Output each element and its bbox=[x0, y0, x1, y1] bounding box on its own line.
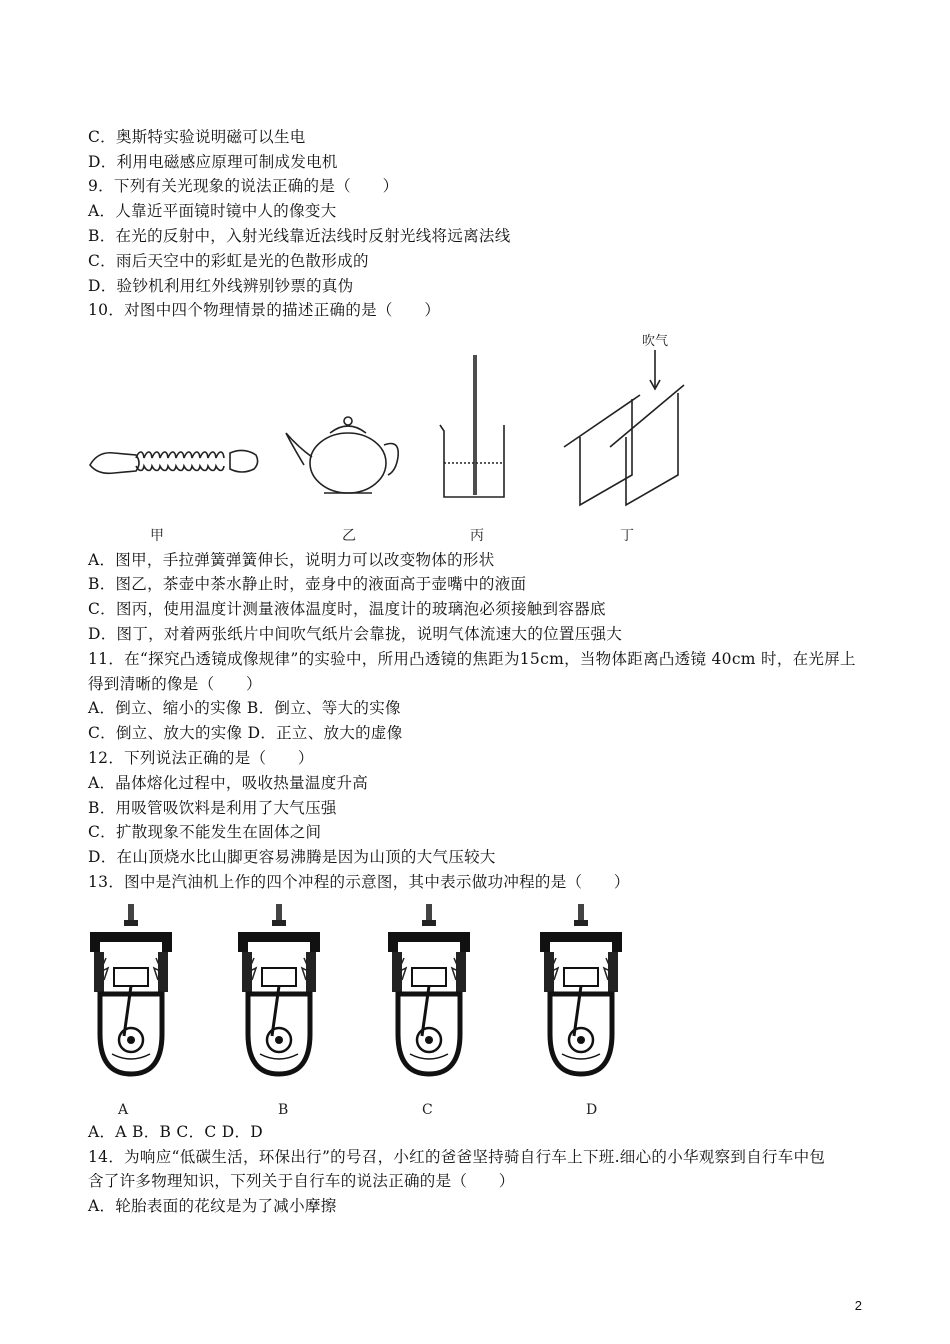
engine-b-icon bbox=[238, 904, 320, 1074]
options-cd: C．倒立、放大的实像 D．正立、放大的虚像 bbox=[88, 724, 403, 742]
caption-a: A bbox=[118, 1102, 129, 1118]
question-10: 10．对图中四个物理情景的描述正确的是（ ） bbox=[88, 301, 441, 319]
option-c: C．图丙，使用温度计测量液体温度时，温度计的玻璃泡必须接触到容器底 bbox=[88, 600, 606, 618]
figure-q10 bbox=[80, 325, 720, 550]
beaker-thermometer-icon bbox=[440, 355, 504, 497]
option-c: C．扩散现象不能发生在固体之间 bbox=[88, 823, 322, 841]
blow-label: 吹气 bbox=[642, 334, 669, 349]
question-14: 14．为响应“低碳生活，环保出行”的号召，小红的爸爸坚持骑自行车上下班.细心的小华观察到自行车中包 bbox=[88, 1148, 826, 1166]
option-a: A．图甲，手拉弹簧弹簧伸长，说明力可以改变物体的形状 bbox=[88, 551, 495, 569]
option-b: B．在光的反射中，入射光线靠近法线时反射光线将远离法线 bbox=[88, 227, 511, 245]
options-q13: A．A B．B C．C D．D bbox=[88, 1123, 264, 1141]
caption-bing: 丙 bbox=[470, 528, 484, 544]
question-12: 12．下列说法正确的是（ ） bbox=[88, 749, 314, 767]
engine-d-icon bbox=[540, 904, 622, 1074]
text-line: D．利用电磁感应原理可制成发电机 bbox=[88, 153, 338, 171]
text-line: 得到清晰的像是（ ） bbox=[88, 675, 262, 693]
option-b: B．用吸管吸饮料是利用了大气压强 bbox=[88, 799, 337, 817]
option-d: D．图丁，对着两张纸片中间吹气纸片会靠拢，说明气体流速大的位置压强大 bbox=[88, 625, 623, 643]
text-line: C．奥斯特实验说明磁可以生电 bbox=[88, 128, 306, 146]
engine-c-icon bbox=[388, 904, 470, 1074]
option-a: A．晶体熔化过程中，吸收热量温度升高 bbox=[88, 774, 369, 792]
option-d: D．在山顶烧水比山脚更容易沸腾是因为山顶的大气压较大 bbox=[88, 848, 496, 866]
option-a: A．轮胎表面的花纹是为了减小摩擦 bbox=[88, 1197, 337, 1215]
text-line: 含了许多物理知识，下列关于自行车的说法正确的是（ ） bbox=[88, 1172, 515, 1190]
spring-hands-icon bbox=[90, 450, 258, 473]
option-d: D．验钞机利用红外线辨别钞票的真伪 bbox=[88, 277, 354, 295]
teapot-icon bbox=[286, 417, 398, 493]
engine-a-icon bbox=[90, 904, 172, 1074]
options-ab: A．倒立、缩小的实像 B．倒立、等大的实像 bbox=[88, 699, 401, 717]
caption-d: D bbox=[586, 1102, 598, 1118]
caption-b: B bbox=[278, 1102, 289, 1118]
question-9: 9．下列有关光现象的说法正确的是（ ） bbox=[88, 177, 399, 195]
figure-q13-engines bbox=[80, 898, 660, 1120]
question-13: 13．图中是汽油机上作的四个冲程的示意图，其中表示做功冲程的是（ ） bbox=[88, 873, 630, 891]
option-b: B．图乙，茶壶中茶水静止时，壶身中的液面高于壶嘴中的液面 bbox=[88, 575, 527, 593]
paper-sheets-icon bbox=[564, 350, 684, 505]
caption-yi: 乙 bbox=[342, 528, 356, 544]
question-11: 11．在“探究凸透镜成像规律”的实验中，所用凸透镜的焦距为15cm，当物体距离凸透镜 40cm 时，在光屏上 bbox=[88, 650, 856, 668]
page-number: 2 bbox=[854, 1298, 862, 1313]
caption-ding: 丁 bbox=[620, 528, 634, 544]
caption-jia: 甲 bbox=[150, 528, 164, 544]
option-c: C．雨后天空中的彩虹是光的色散形成的 bbox=[88, 252, 369, 270]
caption-c: C bbox=[422, 1102, 433, 1118]
option-a: A．人靠近平面镜时镜中人的像变大 bbox=[88, 202, 337, 220]
